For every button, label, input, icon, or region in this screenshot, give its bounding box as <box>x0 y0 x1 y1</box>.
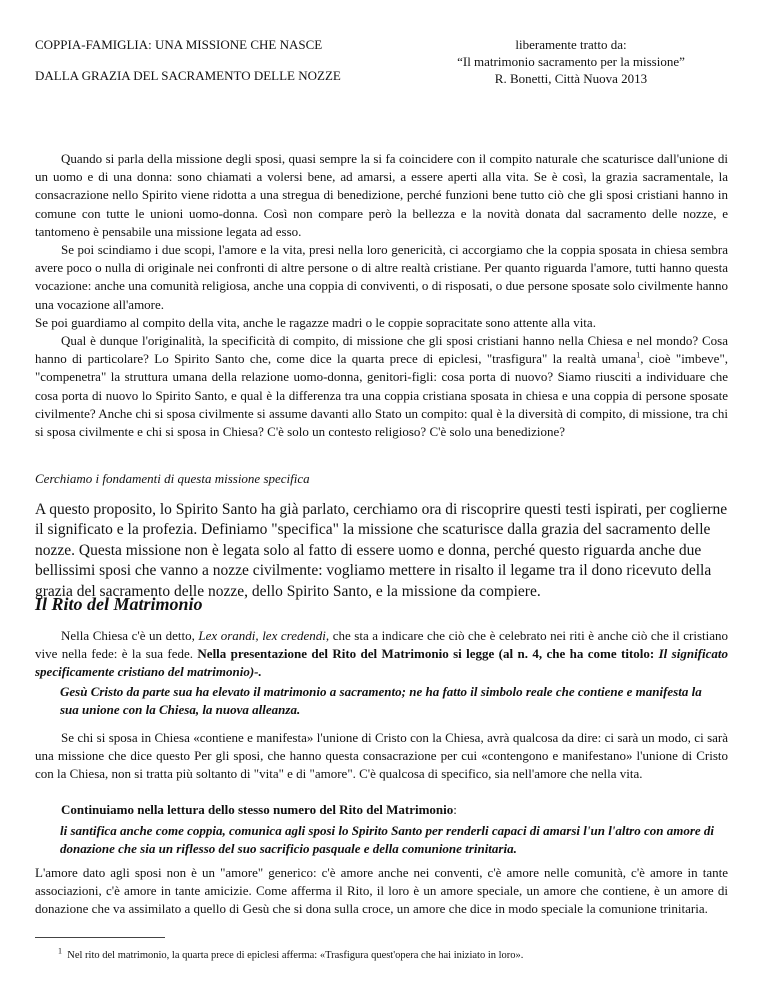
rito-p3-colon: : <box>453 802 457 817</box>
rito-p1-a: Nella Chiesa c'è un detto, <box>61 628 199 643</box>
footnote-text: Nel rito del matrimonio, la quarta prece di epiclesi afferma: «Trasfigura quest'opera che hai iniziato in loro». <box>67 950 524 961</box>
rito-p3-bold: Continuiamo nella lettura dello stesso numero del Rito del Matrimonio <box>61 802 454 817</box>
intro-paragraph-2: Se poi scindiamo i due scopi, l'amore e la vita, presi nella loro genericità, ci accorgiamo che la coppia sposata in chiesa sembra avere poco o nulla di originale nei confronti di altre persone o di altre realtà cristiane. Per quanto riguarda l'amore, tutti hanno questa vocazione: anche una comunità religiosa, anche una coppia di conviventi, o di risposati, o due persone sposate solo civilmente hanno una vocazione all'amore. <box>35 242 728 312</box>
rito-p1-bold: Nella presentazione del Rito del Matrimonio si legge (al n. 4, che ha come titolo: <box>197 646 659 662</box>
rito-p1-bold-italic: Il significato specificamente cristiano del matrimonio)-. <box>35 646 728 680</box>
header-source <box>440 36 702 87</box>
rito-quote-1: Gesù Cristo da parte sua ha elevato il matrimonio a sacramento; ne ha fatto il simbolo reale che contiene e manifesta la sua unione con la Chiesa, la nuova alleanza. <box>60 684 702 718</box>
rito-paragraph-4: L'amore dato agli sposi non è un "amore" generico: c'è amore anche nei conventi, c'è amore nelle comunità, c'è amore in tante associazioni, c'è amore in tante amicizie. Come afferma il Rito, il loro è un amore speciale, un amore che contiene, è un amore di donazione che va assimilato a quello di Gesù che si dona sulla croce, un amore che dice in modo speciale la comunione trinitaria. <box>35 865 728 917</box>
intro-paragraph-1: Quando si parla della missione degli sposi, quasi sempre la si fa coincidere con il compito naturale che scaturisce dall'unione di un uomo e di una donna: sono chiamati a volersi bene, ad amarsi, a essere aperti alla vita. Se è così, la grazia sacramentale, la consacrazione nello Spirito viene ridotta a una stregua di benedizione, perché funzioni bene tutto ciò che gli sposi cristiani hanno in comune con tutte le unioni uomo-donna. Così non compare però la bellezza e la novità donata dal sacramento delle nozze, e tantomeno è pensabile una missione legata ad esso. <box>35 151 728 239</box>
rito-paragraph-2: Se chi si sposa in Chiesa «contiene e manifesta» l'unione di Cristo con la Chiesa, avrà qualcosa da dire: ci sarà un modo, ci sarà una missione che dice questo Per gli sposi, che hanno questa consacrazione per cui «contengono e manifestano» l'unione di Cristo con la Chiesa, non si tratta più soltanto di "vita" e di "amore". C'è qualcosa di specifico, sia nell'amore che nella vita. <box>35 730 728 782</box>
footnote <box>58 946 524 962</box>
header-title-line2: DALLA GRAZIA DEL SACRAMENTO DELLE NOZZE <box>35 68 341 83</box>
footnote-ref: 1 <box>636 350 641 360</box>
source-intro: liberamente tratto da: <box>515 37 627 52</box>
rito-paragraph-3 <box>61 801 728 819</box>
footnote-number: 1 <box>58 946 62 956</box>
header-title-line1: COPPIA-FAMIGLIA: UNA MISSIONE CHE NASCE <box>35 37 323 52</box>
intro-paragraph-3: Se poi guardiamo al compito della vita, anche le ragazze madri o le coppie sopracitate sono attente alla vita. <box>35 315 596 330</box>
intro-paragraph-4 <box>35 332 728 441</box>
intro-paragraph-4-b: , cioè "imbeve", "compenetra" la struttura umana della relazione uomo-donna, genitori-figli: cosa porta di nuovo? Siamo riusciti a individuare che cosa porta di nuovo lo Spirito Santo, e qual è la differenza tra una coppia cristiana sposata in chiesa e una coppia di persone sposate civilmente? Anche chi si sposa civilmente si assume davanti allo Stato un compito: qual è la diversità di compito, di missione, tra chi si sposa civilmente e chi si sposa in Chiesa? C'è solo un contesto religioso? C'è solo una benedizione? <box>35 351 729 440</box>
source-author: R. Bonetti, Città Nuova 2013 <box>494 71 648 86</box>
source-book-title: “Il matrimonio sacramento per la missione” <box>457 54 685 69</box>
footnote-separator <box>35 937 165 938</box>
section-subheading: Cerchiamo i fondamenti di questa missione specifica <box>35 471 310 486</box>
rito-paragraph-1 <box>35 627 728 682</box>
rito-quote-2: li santifica anche come coppia, comunica agli sposi lo Spirito Santo per renderli capaci di amarsi l'un l'altro con amore di donazione che sia un riflesso del suo sacrificio pasquale e della comunione trinitaria. <box>60 823 715 857</box>
rito-p1-c: che sta a indicare che ciò che è celebrato nei riti è anche ciò che il cristiano vive nella fede: è la sua fede. <box>35 628 728 662</box>
rito-heading: Il Rito del Matrimonio <box>35 594 203 614</box>
section-paragraph: A questo proposito, lo Spirito Santo ha già parlato, cerchiamo ora di riscoprire questi testi ispirati, per coglierne il significato e la profezia. Definiamo "specifica" la missione che scaturisce dalla grazia del sacramento delle nozze. Questa missione non è legata solo al fatto di essere uomo e donna, perché questo riguarda anche due bellissimi sposi che vanno a nozze civilmente: vogliamo mettere in risalto il legame tra il dono ricevuto della grazia del sacramento delle nozze, dello Spirito Santo, e la missione da compiere. <box>35 501 728 600</box>
rito-p1-latin: Lex orandi, lex credendi, <box>198 628 330 643</box>
intro-paragraph-4-a: Qual è dunque l'originalità, la specificità di compito, di missione che gli sposi cristiani hanno nella Chiesa e nel mondo? Cosa hanno di particolare? Lo Spirito Santo che, come dice la quarta prece di epiclesi, "trasfigura" la realtà umana <box>35 333 728 367</box>
